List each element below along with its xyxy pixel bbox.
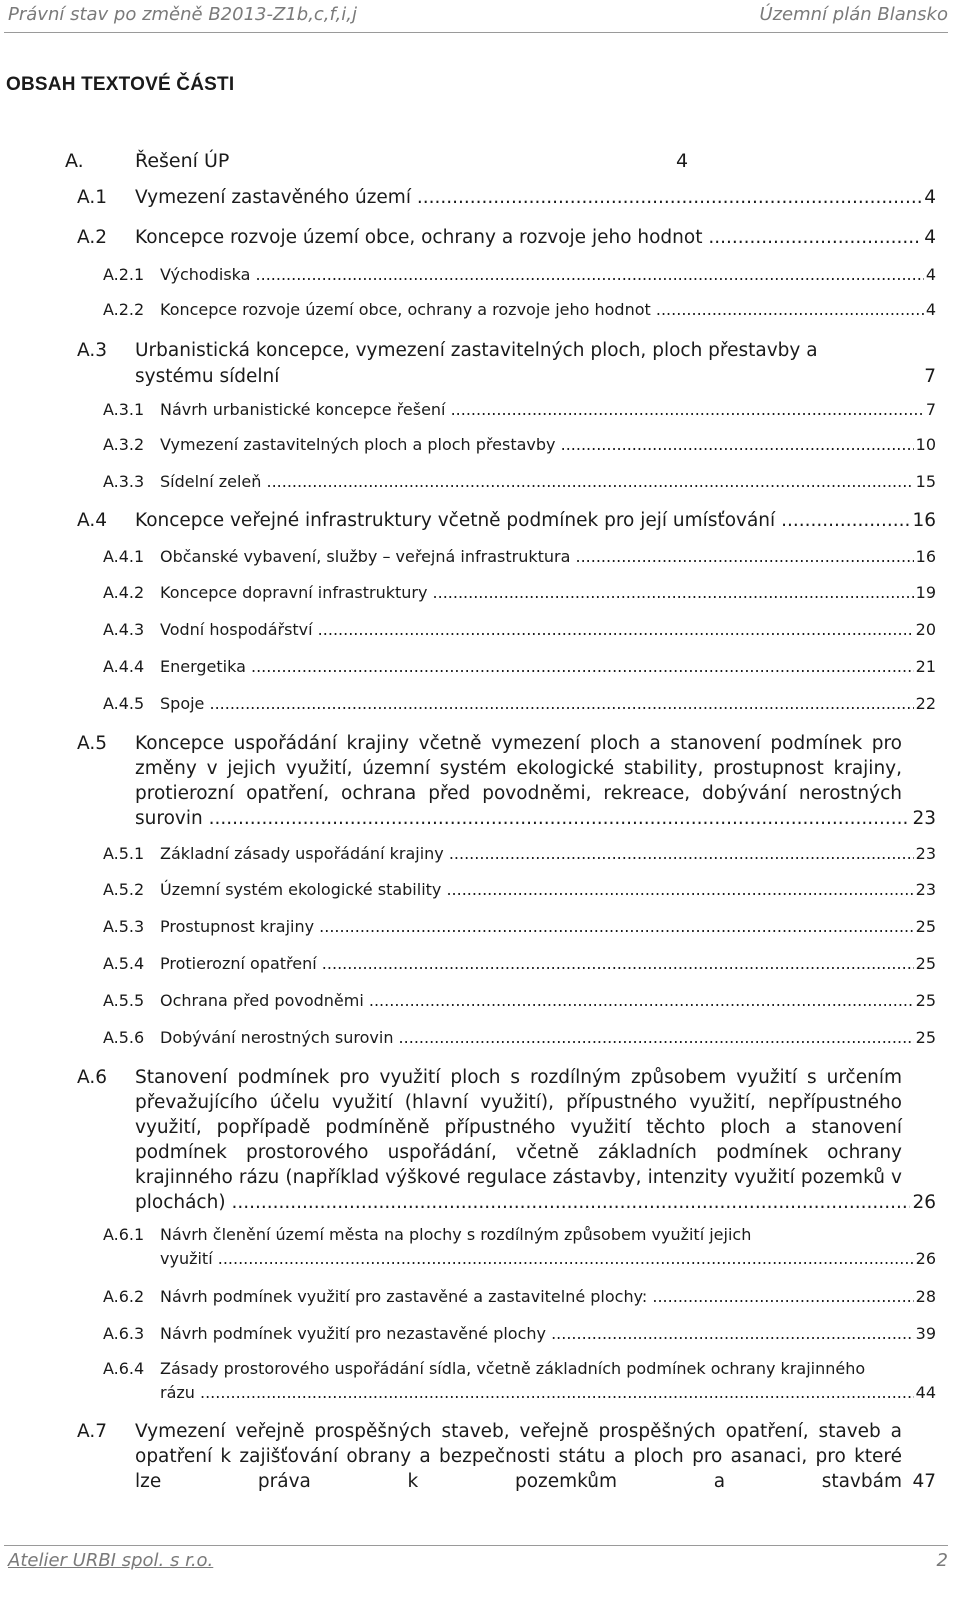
toc-entry-title: Návrh urbanistické koncepce řešení ..... [160, 400, 936, 419]
toc-entry[interactable] [0, 1026, 960, 1050]
toc-entry-title: Urbanistická koncepce, vymezení zastavitelných ploch, ploch přestavby a systému sídelní ..... [135, 340, 936, 390]
running-header [4, 0, 948, 33]
toc-entry-title: Prostupnost krajiny ..... [160, 917, 936, 936]
toc-entry-title: Návrh členění území města na plochy s rozdílným způsobem využití jejich využití ..... [160, 1225, 936, 1268]
page-title: OBSAH TEXTOVÉ ČÁSTI [6, 74, 235, 95]
toc-entry-title: Vymezení zastavitelných ploch a ploch přestavby ..... [160, 435, 936, 454]
toc-entry[interactable] [0, 618, 960, 642]
toc-entry-page: 44 [914, 1381, 936, 1405]
toc-entry-number: A.4 [77, 510, 107, 531]
toc-entry-number: A.4.4 [103, 657, 145, 676]
toc-entry[interactable] [0, 1065, 960, 1215]
toc-entry-title: Koncepce veřejné infrastruktury včetně podmínek pro její umísťování ..... [135, 510, 936, 531]
header-document-status: Právní stav po změně B2013-Z1b,c,f,i,j [8, 4, 357, 25]
toc-entry-title: Ochrana před povodněmi ..... [160, 991, 936, 1010]
toc-entry[interactable] [0, 989, 960, 1013]
toc-entry-title: Vymezení zastavěného území ..... [135, 187, 936, 208]
toc-entry-title: Koncepce dopravní infrastruktury ..... [160, 583, 936, 602]
toc-entry-page: 16 [910, 508, 936, 534]
toc-entry-page: 4 [922, 225, 936, 251]
toc-entry-number: A.3.1 [103, 400, 145, 419]
toc-entry-title: Koncepce rozvoje území obce, ochrany a rozvoje jeho hodnot ..... [160, 300, 936, 319]
footer-page-number: 2 [936, 1550, 948, 1571]
toc-entry[interactable] [0, 842, 960, 866]
toc-entry-number: A.6.3 [103, 1324, 145, 1343]
toc-entry-page: 15 [914, 470, 936, 494]
toc-entry-page: 23 [914, 842, 936, 866]
toc-entry-number: A.2.2 [103, 300, 145, 319]
toc-entry[interactable] [0, 148, 960, 174]
toc-entry-page: 22 [914, 692, 936, 716]
toc-entry-number: A.7 [77, 1421, 107, 1442]
footer-company: Atelier URBI spol. s r.o. [8, 1550, 214, 1571]
toc-entry-number: A.3.3 [103, 472, 145, 491]
toc-entry-title: Stanovení podmínek pro využití ploch s rozdílným způsobem využití s určením převažujícího účelu využití (hlavní využití), přípustného využití, nepřípustného využití, popřípadě podmíněně přípustného využití těchto ploch a stanovení podmínek prostorového uspořádání, včetně základních podmínek ochrany krajinného rázu (například výškové regulace zástavby, intenzity využití pozemků v plochách) ..... [135, 1067, 936, 1213]
toc-entry-title: Návrh podmínek využití pro nezastavěné plochy ..... [160, 1324, 936, 1343]
toc-entry-number: A.5.1 [103, 844, 145, 863]
toc-entry-number: A.5 [77, 733, 107, 754]
running-footer [4, 1545, 948, 1586]
toc-entry-page: 23 [912, 808, 936, 829]
toc-entry-page: 7 [922, 364, 936, 390]
toc-entry[interactable] [0, 470, 960, 494]
toc-entry-number: A.6.4 [103, 1359, 145, 1378]
toc-entry-page: 25 [914, 915, 936, 939]
toc-entry-page: 4 [924, 263, 936, 287]
toc-entry-page: 16 [914, 545, 936, 569]
toc-entry[interactable] [0, 878, 960, 902]
toc-entry[interactable] [0, 433, 960, 457]
toc-entry[interactable] [0, 581, 960, 605]
toc-entry[interactable] [0, 1357, 960, 1405]
toc-entry-title: Základní zásady uspořádání krajiny ..... [160, 844, 936, 863]
toc-entry-page: 4 [676, 150, 689, 172]
toc-entry[interactable] [0, 1285, 960, 1309]
toc-entry[interactable] [0, 263, 960, 287]
toc-entry[interactable] [0, 1223, 960, 1271]
toc-entry-number: A.2 [77, 227, 107, 248]
toc-entry-title: Sídelní zeleň ..... [160, 472, 936, 491]
toc-entry-number: A.6.1 [103, 1225, 145, 1244]
toc-entry-title: Vymezení veřejně prospěšných staveb, veřejně prospěšných opatření, staveb a opatření k zajišťování obrany a bezpečnosti státu a ploch pro asanaci, pro které lze práva k pozemkům a stavbám ..... [135, 1421, 936, 1494]
toc-entry-page: 25 [914, 1026, 936, 1050]
toc-entry[interactable] [0, 298, 960, 322]
toc-entry-page: 25 [914, 952, 936, 976]
toc-entry[interactable] [0, 225, 960, 251]
header-document-title: Územní plán Blansko [759, 4, 948, 25]
toc-entry-title: Zásady prostorového uspořádání sídla, včetně základních podmínek ochrany krajinného rázu ..... [160, 1359, 936, 1402]
toc-entry-page: 23 [914, 878, 936, 902]
toc-entry-number: A.4.3 [103, 620, 145, 639]
toc-entry[interactable] [0, 915, 960, 939]
toc-entry-title: Protierozní opatření ..... [160, 954, 936, 973]
toc-entry[interactable] [0, 545, 960, 569]
toc-entry-title: Návrh podmínek využití pro zastavěné a zastavitelné plochy: ..... [160, 1287, 936, 1306]
toc-entry-page: 20 [914, 618, 936, 642]
toc-entry-page: 19 [914, 581, 936, 605]
toc-entry-title: Dobývání nerostných surovin ..... [160, 1028, 936, 1047]
toc-entry-number: A.1 [77, 187, 107, 208]
toc-entry[interactable] [0, 398, 960, 422]
toc-entry-number: A.5.5 [103, 991, 145, 1010]
toc-entry-number: A.6 [77, 1067, 107, 1088]
toc-entry-page: 25 [914, 989, 936, 1013]
toc-entry-number: A.5.3 [103, 917, 145, 936]
toc-entry-page: 10 [914, 433, 936, 457]
toc-entry-title: Vodní hospodářství ..... [160, 620, 936, 639]
toc-entry-page: 21 [914, 655, 936, 679]
toc-entry-title: Spoje ..... [160, 694, 936, 713]
toc-entry-number: A.5.4 [103, 954, 145, 973]
toc-entry[interactable] [0, 952, 960, 976]
toc-entry[interactable] [0, 508, 960, 534]
toc-entry-number: A.4.1 [103, 547, 145, 566]
toc-entry-page: 4 [924, 298, 936, 322]
toc-entry-number: A.5.2 [103, 880, 145, 899]
toc-entry-title: Energetika ..... [160, 657, 936, 676]
toc-entry[interactable] [0, 655, 960, 679]
toc-entry-number: A.2.1 [103, 265, 145, 284]
toc-entry-number: A.3 [77, 340, 107, 361]
toc-entry-page: 28 [914, 1285, 936, 1309]
toc-entry-title: Koncepce rozvoje území obce, ochrany a rozvoje jeho hodnot ..... [135, 227, 936, 248]
toc-entry-number: A.4.2 [103, 583, 145, 602]
toc-entry-number: A.3.2 [103, 435, 145, 454]
toc-entry-title: Územní systém ekologické stability ..... [160, 880, 936, 899]
toc-entry-title: Řešení ÚP [135, 150, 230, 172]
toc-entry-title: Východiska ..... [160, 265, 936, 284]
toc-entry[interactable] [0, 338, 960, 390]
toc-entry[interactable] [0, 1419, 960, 1494]
toc-entry-number: A.6.2 [103, 1287, 145, 1306]
toc-entry-number: A.4.5 [103, 694, 145, 713]
toc-entry-page: 4 [922, 185, 936, 211]
toc-entry-page: 39 [914, 1322, 936, 1346]
toc-entry-page: 7 [924, 398, 936, 422]
toc-entry-number: A. [65, 150, 84, 172]
toc-entry[interactable] [0, 692, 960, 716]
toc-entry[interactable] [0, 1322, 960, 1346]
toc-entry[interactable] [0, 185, 960, 211]
toc-entry-page: 26 [914, 1247, 936, 1271]
toc-entry-page: 26 [912, 1192, 936, 1213]
toc-entry-title: Koncepce uspořádání krajiny včetně vymezení ploch a stanovení podmínek pro změny v jejich využití, územní systém ekologické stability, prostupnost krajiny, protierozní opatření, ochrana před povodněmi, rekreace, dobývání nerostných surovin ..... [135, 733, 936, 829]
toc-entry-number: A.5.6 [103, 1028, 145, 1047]
toc-entry[interactable] [0, 731, 960, 831]
toc-entry-page: 47 [912, 1471, 936, 1492]
toc-entry-title: Občanské vybavení, služby – veřejná infrastruktura ..... [160, 547, 936, 566]
